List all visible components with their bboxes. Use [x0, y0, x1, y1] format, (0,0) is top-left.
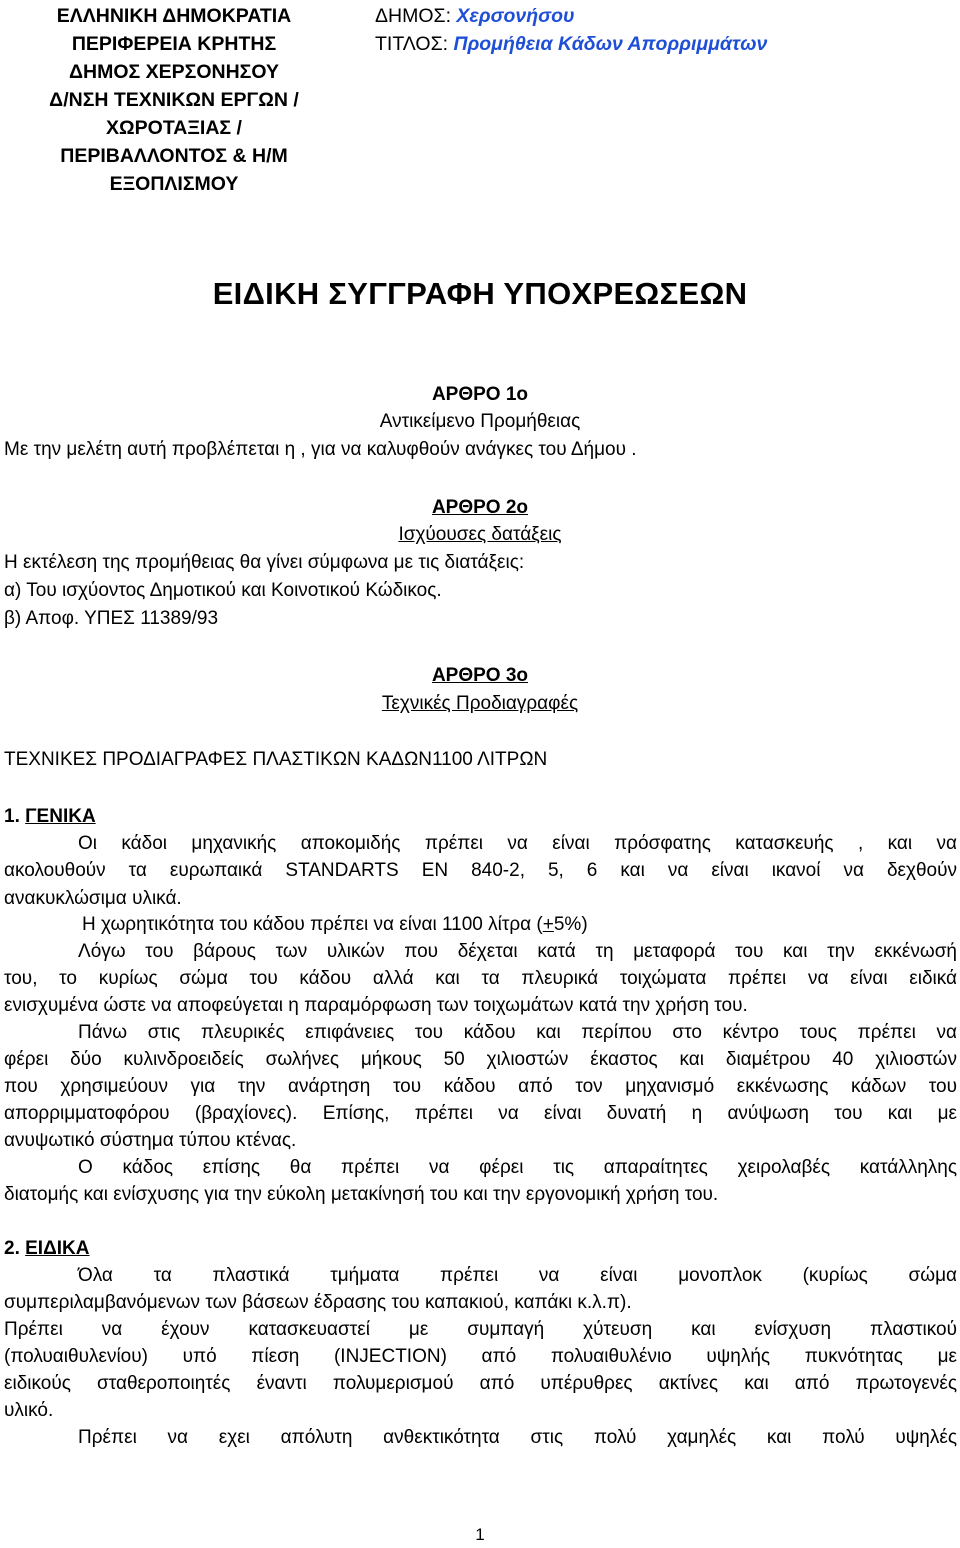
article-2-line: Η εκτέλεση της προμήθειας θα γίνει σύμφωνα με τις διατάξεις:: [4, 552, 525, 573]
article-2-line: β) Αποφ. ΥΠΕΣ 11389/93: [4, 608, 219, 629]
issuer-line: ΕΛΛΗΝΙΚΗ ΔΗΜΟΚΡΑΤΙΑ: [56, 5, 292, 27]
tubes-paragraph-line: Πάνω στις πλευρικές επιφάνειες του κάδου και περίπου στο κέντρο τους πρέπει να: [78, 1022, 957, 1043]
injection-paragraph-line: ειδικούς σταθεροποιητές έναντι πολυμερισμού από υπέρυθρες ακτίνες και από πρωτογενές: [4, 1373, 957, 1394]
monoblock-paragraph-line: συμπεριλαμβανόμενων των βάσεων έδρασης του καπακιού, καπάκι κ.λ.π).: [4, 1292, 632, 1313]
section-2-heading: [4, 1235, 89, 1262]
issuer-line: ΠΕΡΙΦΕΡΕΙΑ ΚΡΗΤΗΣ: [71, 33, 277, 55]
tubes-paragraph-line: απορριμματοφόρου (βραχίονες). Επίσης, πρέπει να είναι δυνατή η ανύψωση του και με: [4, 1103, 957, 1124]
injection-paragraph-line: Πρέπει να έχουν κατασκευαστεί με συμπαγή χύτευση και ενίσχυση πλαστικού: [4, 1319, 957, 1340]
section-2-title: ΕΙΔΙΚΑ: [25, 1238, 90, 1259]
municipality-row: [375, 2, 767, 30]
article-2-heading: ΑΡΘΡΟ 2ο: [431, 497, 529, 518]
section-1-number: 1.: [4, 806, 26, 827]
injection-paragraph-line: (πολυαιθυλενίου) υπό πίεση (INJECTION) από πολυαιθυλένιο υψηλής πυκνότητας με: [4, 1346, 957, 1367]
article-1-heading: ΑΡΘΡΟ 1ο: [431, 384, 529, 405]
handles-paragraph-line: διατομής και ενίσχυσης για την εύκολη μετακίνησή του και την εργονομική χρήση του.: [4, 1184, 719, 1205]
section-2-number: 2.: [4, 1238, 26, 1259]
section-1-line: ακολουθούν τα ευρωπαικά STANDARTS EN 840-2, 5, 6 και να είναι ικανοί να δεχθούν: [4, 860, 957, 881]
municipality-label: ΔΗΜΟΣ:: [375, 5, 457, 27]
issuer-line: Δ/ΝΣΗ ΤΕΧΝΙΚΩΝ ΕΡΓΩΝ /: [49, 89, 299, 111]
injection-paragraph-line: υλικό.: [4, 1400, 54, 1421]
article-2-line: α) Του ισχύοντος Δημοτικού και Κοινοτικού Κώδικος.: [4, 580, 442, 601]
plus-minus-symbol: +: [542, 914, 554, 935]
specs-heading: ΤΕΧΝΙΚΕΣ ΠΡΟΔΙΑΓΡΑΦΕΣ ΠΛΑΣΤΙΚΩΝ ΚΑΔΩΝ1100 ΛΙΤΡΩΝ: [4, 749, 548, 770]
handles-paragraph-line: Ο κάδος επίσης θα πρέπει να φέρει τις απαραίτητες χειρολαβές κατάλληλης: [78, 1157, 957, 1178]
section-1-title: ΓΕΝΙΚΑ: [25, 806, 96, 827]
tubes-paragraph-line: ανυψωτικό σύστημα τύπου κτένας.: [4, 1130, 297, 1151]
capacity-tolerance: 5%): [553, 914, 588, 935]
issuer-line: ΕΞΟΠΛΙΣΜΟΥ: [109, 173, 239, 195]
article-1-subtitle: Αντικείμενο Προμήθειας: [379, 411, 581, 432]
resistance-paragraph-line: Πρέπει να εχει απόλυτη ανθεκτικότητα στις πολύ χαμηλές και πολύ υψηλές: [78, 1427, 957, 1448]
municipality-value: Χερσονήσου: [456, 5, 575, 27]
section-1-line: Οι κάδοι μηχανικής αποκομιδής πρέπει να είναι πρόσφατης κατασκευής , και να: [78, 833, 957, 854]
article-3-subtitle: Τεχνικές Προδιαγραφές: [381, 693, 579, 714]
project-title-label: ΤΙΤΛΟΣ:: [375, 33, 454, 55]
project-title-value: Προμήθεια Κάδων Απορριμμάτων: [453, 33, 768, 55]
section-1-heading: [4, 803, 96, 830]
tubes-paragraph-line: φέρει δύο κυλινδροειδείς σωλήνες μήκους 50 χιλιοστών έκαστος και διαμέτρου 40 χιλιοστών: [4, 1049, 957, 1070]
weight-paragraph-line: του, το κυρίως σώμα του κάδου αλλά και τα πλευρικά τοιχώματα πρέπει να είναι ειδικά: [4, 968, 957, 989]
section-1-line: ανακυκλώσιμα υλικά.: [4, 888, 182, 909]
page-number: 1: [475, 1525, 485, 1544]
issuer-line: ΔΗΜΟΣ ΧΕΡΣΟΝΗΣΟΥ: [68, 61, 279, 83]
tubes-paragraph-line: που χρησιμεύουν για την ανάρτηση του κάδου από τον μηχανισμό εκκένωσης κάδων του: [4, 1076, 957, 1097]
issuer-block: [4, 2, 344, 198]
project-info: [375, 2, 767, 58]
monoblock-paragraph-line: Όλα τα πλαστικά τμήματα πρέπει να είναι μονοπλοκ (κυρίως σώμα: [78, 1265, 957, 1286]
document-title: ΕΙΔΙΚΗ ΣΥΓΓΡΑΦΗ ΥΠΟΧΡΕΩΣΕΩΝ: [212, 276, 748, 311]
capacity-line: [82, 911, 588, 938]
capacity-text: Η χωρητικότητα του κάδου πρέπει να είναι 1100 λίτρα (: [82, 914, 543, 935]
weight-paragraph-line: Λόγω του βάρους των υλικών που δέχεται κατά τη μεταφορά του και την εκκένωσή: [78, 941, 957, 962]
weight-paragraph-line: ενισχυμένα ώστε να αποφεύγεται η παραμόρφωση των τοιχωμάτων κατά την χρήση του.: [4, 995, 748, 1016]
article-2-subtitle: Ισχύουσες δατάξεις: [398, 524, 562, 545]
issuer-line: ΠΕΡΙΒΑΛΛΟΝΤΟΣ & Η/Μ: [60, 145, 288, 167]
article-1-text: Με την μελέτη αυτή προβλέπεται η , για να καλυφθούν ανάγκες του Δήμου .: [4, 439, 637, 460]
article-3-heading: ΑΡΘΡΟ 3ο: [431, 665, 529, 686]
title-row: [375, 30, 767, 58]
issuer-line: ΧΩΡΟΤΑΞΙΑΣ /: [106, 117, 242, 139]
